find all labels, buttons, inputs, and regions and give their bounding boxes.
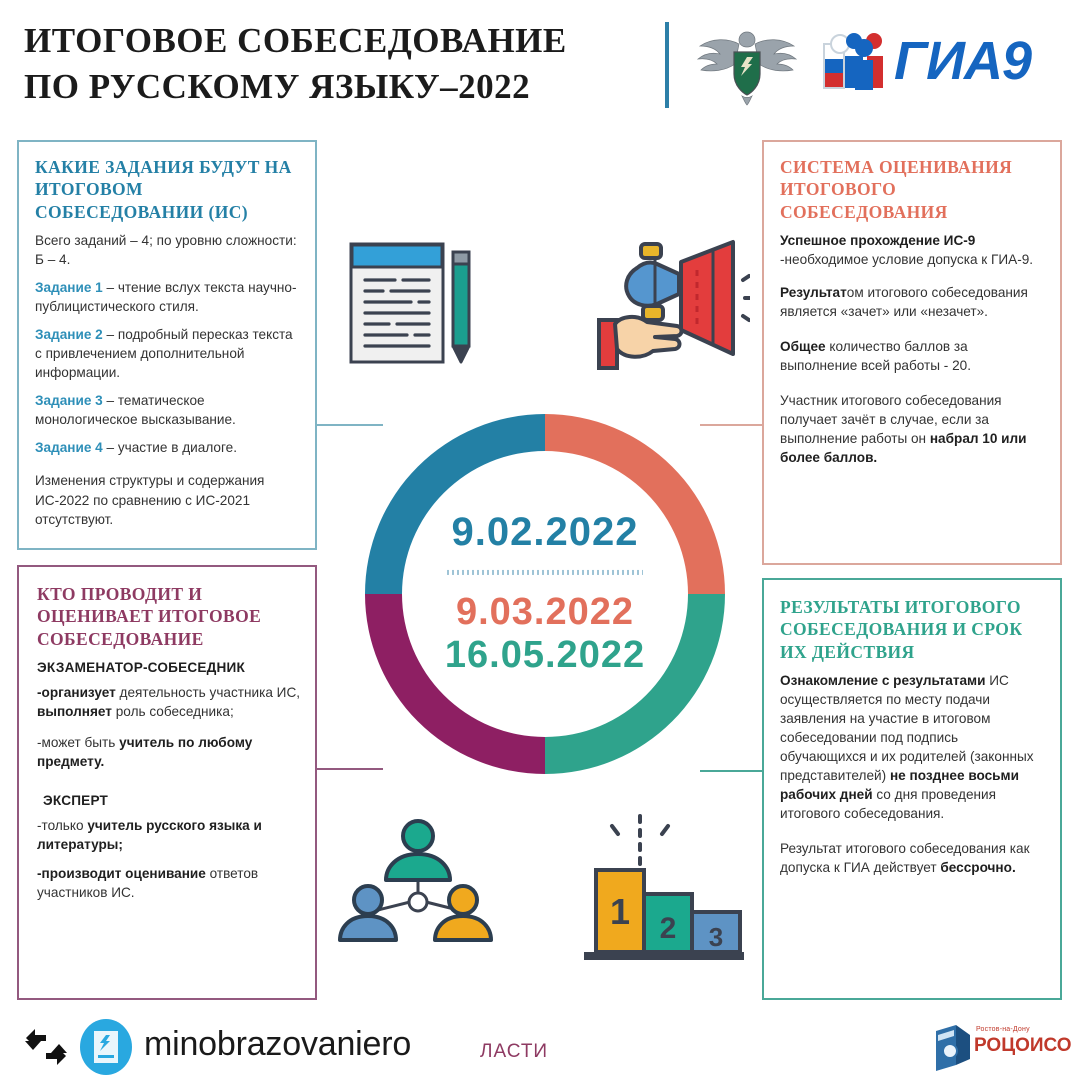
scoring-p4 (780, 391, 1046, 467)
repost-arrows-icon[interactable] (24, 1025, 68, 1069)
date-second: 9.03.2022 (455, 590, 635, 633)
b-successful-pass: Успешное прохождение ИС-9 (780, 233, 976, 249)
donut-center-labels (395, 509, 695, 676)
scoring-p2 (780, 283, 1046, 321)
role-examiner-bullet-1 (37, 683, 301, 721)
date-main: 9.02.2022 (451, 509, 639, 554)
panel-who-body (37, 658, 301, 902)
dates-donut-chart (339, 388, 751, 800)
notepad-pencil-icon (345, 226, 495, 376)
page-title (24, 18, 644, 110)
footer (0, 1005, 1080, 1089)
results-p1 (780, 671, 1046, 823)
date-third: 16.05.2022 (444, 633, 646, 676)
b-russianteacher: учитель русского языка и литературы; (37, 818, 262, 853)
task-4-text: – участие в диалоге. (102, 440, 237, 456)
b-familiarization: Ознакомление с результатами (780, 673, 986, 689)
b-result: Результат (780, 285, 847, 301)
megaphone-hand-icon (585, 228, 750, 378)
dotted-separator (447, 570, 643, 575)
role-expert-bullet-2 (37, 864, 301, 902)
t-eight-days: со дня проведения итогового собеседования. (780, 787, 996, 822)
role-examiner-title: ЭКЗАМЕНАТОР-СОБЕСЕДНИК (37, 660, 246, 676)
gia9-logo (818, 28, 1068, 100)
account-name[interactable]: minobrazovaniero (144, 1025, 412, 1063)
tasks-footer-note: Изменения структуры и содержания ИС-2022 по сравнению с ИС-2021 отсутствуют. (35, 473, 265, 527)
winners-podium-icon (578, 812, 748, 972)
panel-scoring-system (762, 140, 1062, 565)
panel-results (762, 578, 1062, 1000)
t-indefinite: Результат итогового собеседования как допуска к ГИА действует (780, 841, 1030, 876)
t-organizes: деятельность участника ИС, (115, 685, 301, 701)
panel-who-heading: КТО ПРОВОДИТ И ОЦЕНИВАЕТ ИТОГОВОЕ СОБЕСЕДОВАНИЕ (37, 584, 262, 649)
task-1-text: – чтение вслух текста научно-публицистического стиля. (35, 280, 297, 315)
scoring-p1 (780, 231, 1046, 269)
b-ten-or-more: набрал 10 или более баллов. (780, 431, 1027, 466)
tasks-intro: Всего заданий – 4; по уровню сложности: Б – 4. (35, 233, 297, 268)
task-item-3 (35, 391, 301, 429)
b-organizes: -организует (37, 685, 116, 701)
title-line-1: ИТОГОВОЕ СОБЕСЕДОВАНИЕ (24, 21, 567, 60)
header (0, 0, 1080, 128)
t-only: -только (37, 818, 88, 834)
ministry-avatar-icon[interactable] (80, 1019, 132, 1075)
podium-place-1: 1 (609, 891, 631, 932)
rocoiso-logo (930, 1021, 1072, 1071)
rosobrnadzor-emblem-icon (692, 24, 802, 106)
t-canbe: -может быть (37, 735, 120, 751)
panel-scoring-body (780, 231, 1046, 467)
b-evaluates: -производит оценивание (37, 866, 206, 882)
task-item-4 (35, 438, 301, 457)
b-eight-days: не позднее восьми рабочих дней (780, 768, 1019, 803)
panel-scoring-heading: СИСТЕМА ОЦЕНИВАНИЯ ИТОГОВОГО СОБЕСЕДОВАНИЯ (780, 157, 1013, 222)
role-expert-bullet-1 (37, 816, 301, 854)
b-performs: выполняет (37, 704, 112, 720)
task-1-label: Задание 1 (35, 280, 103, 296)
t-familiarization: ИС осуществляется по месту подачи заявления на участие в итоговом собеседовании под подпись обучающихся и их родителей (законных представителей) (780, 673, 1034, 784)
task-item-2 (35, 325, 301, 382)
task-3-label: Задание 3 (35, 393, 103, 409)
panel-tasks-body (35, 231, 301, 528)
task-2-text: – подробный пересказ текста с привлечением дополнительной информации. (35, 327, 293, 381)
results-p2 (780, 839, 1046, 877)
task-3-text: – тематическое монологическое высказывание. (35, 393, 236, 428)
t-participant: Участник итогового собеседования получает зачёт в случае, если за выполнение работы он (780, 393, 1002, 447)
header-divider (665, 22, 669, 108)
panel-results-body (780, 671, 1046, 877)
panel-tasks-heading: КАКИЕ ЗАДАНИЯ БУДУТ НА ИТОГОВОМ СОБЕСЕДОВАНИИ (ИС) (35, 157, 292, 222)
role-examiner-bullet-2 (37, 733, 301, 771)
people-group-icon (338, 818, 498, 968)
t-result: ом итогового собеседования является «зачет» или «незачет». (780, 285, 1028, 320)
podium-place-3: 3 (708, 922, 724, 952)
t-evaluates: ответов участников ИС. (37, 866, 259, 901)
podium-place-2: 2 (659, 912, 677, 945)
b-total: Общее (780, 339, 826, 355)
title-line-2: ПО РУССКОМУ ЯЗЫКУ–2022 (24, 67, 531, 107)
gia9-logo-text: ГИА9 (894, 31, 1032, 91)
rocoiso-name: РОЦОИСО (974, 1035, 1072, 1056)
rocoiso-city: Ростов-на-Дону (976, 1026, 1030, 1033)
task-2-label: Задание 2 (35, 327, 103, 343)
t-total: количество баллов за выполнение всей работы - 20. (780, 339, 971, 374)
task-4-label: Задание 4 (35, 440, 103, 456)
b-indefinite: бессрочно. (940, 860, 1016, 876)
t-successful-pass: -необходимое условие допуска к ГИА-9. (780, 252, 1034, 268)
t-performs: роль собеседника; (111, 704, 234, 720)
panel-tasks (17, 140, 317, 550)
scoring-p3 (780, 337, 1046, 375)
panel-who-conducts (17, 565, 317, 1000)
role-expert-title: ЭКСПЕРТ (43, 793, 109, 809)
task-item-1 (35, 278, 301, 316)
b-anysubject: учитель по любому предмету. (37, 735, 253, 770)
account-name-suffix: ЛАСТИ (480, 1041, 549, 1062)
panel-results-heading: РЕЗУЛЬТАТЫ ИТОГОВОГО СОБЕСЕДОВАНИЯ И СРОК ИХ ДЕЙСТВИЯ (780, 597, 1023, 662)
